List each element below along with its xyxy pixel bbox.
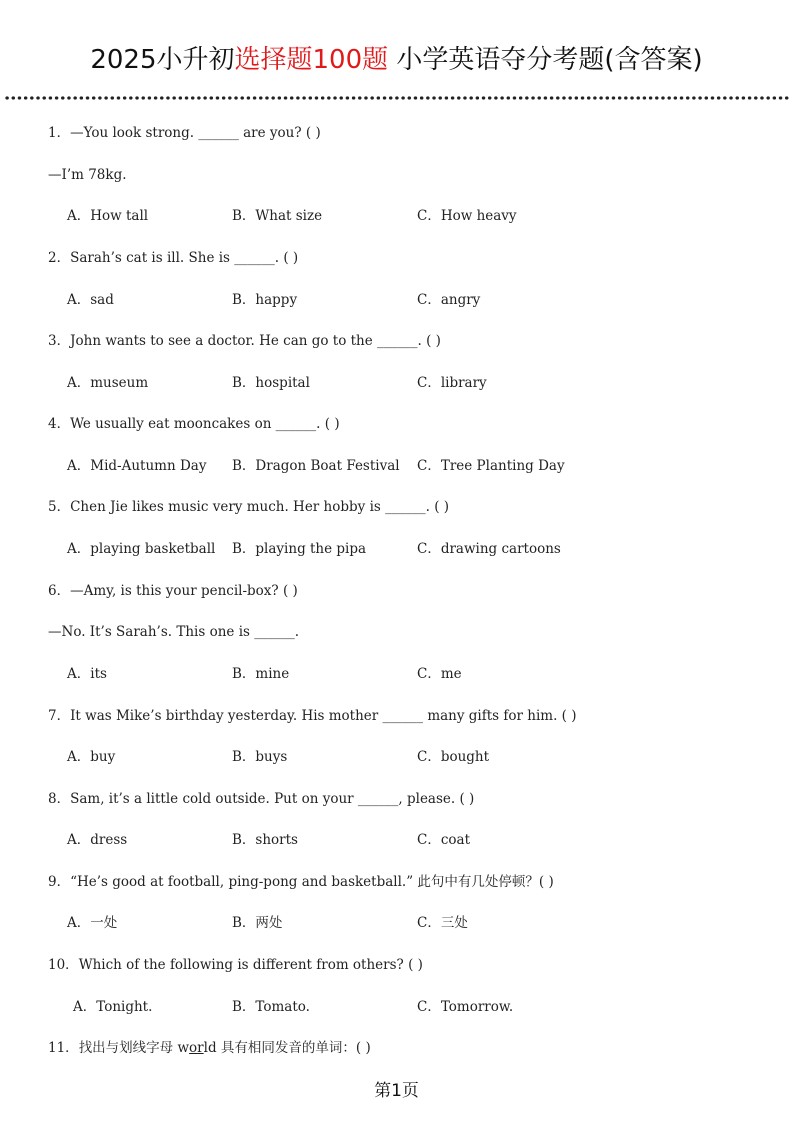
question-2 <box>48 249 298 267</box>
question-8 <box>48 790 474 808</box>
option-c: C．drawing cartoons <box>417 541 561 557</box>
option-b: B．hospital <box>232 375 310 391</box>
option-c: C．Tomorrow. <box>417 999 514 1015</box>
question-number: 9． <box>48 874 71 890</box>
question-stem: Which of the following is different from others? ( ) <box>78 957 423 973</box>
page-number: 第1页 <box>374 1081 419 1101</box>
option-a: A．dress <box>67 832 128 848</box>
question-10 <box>48 956 423 974</box>
question-6 <box>48 582 298 600</box>
option-b: B．playing the pipa <box>232 541 367 557</box>
option-c: C．三处 <box>417 915 468 931</box>
option-b: B．Dragon Boat Festival <box>232 458 400 474</box>
question-3 <box>48 332 441 350</box>
question-stem: It was Mike’s birthday yesterday. His mother ______ many gifts for him. ( ) <box>70 708 577 724</box>
question-stem: —You look strong. ______ are you? ( ) <box>70 125 321 141</box>
option-a: A．Tonight. <box>73 999 153 1015</box>
option-c: C．angry <box>417 292 481 308</box>
question-number: 3． <box>48 333 71 349</box>
question-number: 5． <box>48 499 71 515</box>
option-c: C．Tree Planting Day <box>417 458 565 474</box>
option-a: A．sad <box>67 292 114 308</box>
question-number: 11． <box>48 1040 79 1056</box>
document-title <box>0 40 793 80</box>
question-stem: We usually eat mooncakes on ______. ( ) <box>70 416 340 432</box>
question-1 <box>48 124 321 142</box>
question-stem: Sam, it’s a little cold outside. Put on your ______, please. ( ) <box>70 791 475 807</box>
question-stem: Chen Jie likes music very much. Her hobby is ______. ( ) <box>70 499 450 515</box>
question-1-dialogue-reply: —I’m 78kg. <box>48 167 127 183</box>
option-a: A．How tall <box>67 208 149 224</box>
option-b: B．What size <box>232 208 323 224</box>
title-part-1: 2025小升初 <box>90 45 235 75</box>
option-a: A．buy <box>67 749 116 765</box>
option-b: B．两处 <box>232 915 283 931</box>
option-a: A．its <box>67 666 107 682</box>
option-b: B．Tomato. <box>232 999 310 1015</box>
question-number: 7． <box>48 708 71 724</box>
question-stem: John wants to see a doctor. He can go to the ______. ( ) <box>70 333 441 349</box>
question-number: 10． <box>48 957 79 973</box>
option-b: B．shorts <box>232 832 298 848</box>
question-number: 6． <box>48 583 71 599</box>
question-11 <box>48 1039 371 1057</box>
option-c: C．coat <box>417 832 470 848</box>
option-b: B．buys <box>232 749 288 765</box>
option-a: A．一处 <box>67 915 118 931</box>
option-b: B．mine <box>232 666 290 682</box>
question-number: 1． <box>48 125 71 141</box>
option-c: C．library <box>417 375 487 391</box>
option-a: A．Mid-Autumn Day <box>67 458 207 474</box>
underlined-letters: or <box>189 1040 204 1056</box>
question-4 <box>48 415 340 433</box>
question-7 <box>48 707 576 725</box>
option-a: A．museum <box>67 375 149 391</box>
question-number: 2． <box>48 250 71 266</box>
option-c: C．bought <box>417 749 490 765</box>
option-c: C．me <box>417 666 462 682</box>
question-stem: “He’s good at football, ping-pong and basketball.” 此句中有几处停顿？( ) <box>70 874 554 890</box>
question-5 <box>48 498 449 516</box>
title-part-3: 小学英语夺分考题(含答案) <box>388 45 703 75</box>
dotted-divider <box>4 96 789 100</box>
option-a: A．playing basketball <box>67 541 216 557</box>
question-6-dialogue-reply: —No. It’s Sarah’s. This one is ______. <box>48 624 300 640</box>
question-number: 8． <box>48 791 71 807</box>
question-stem-before: 找出与划线字母 w <box>78 1040 190 1056</box>
question-stem: Sarah’s cat is ill. She is ______. ( ) <box>70 250 299 266</box>
question-9 <box>48 873 554 891</box>
option-b: B．happy <box>232 292 298 308</box>
question-number: 4． <box>48 416 71 432</box>
option-c: C．How heavy <box>417 208 517 224</box>
title-highlight: 选择题100题 <box>234 45 389 75</box>
question-stem: —Amy, is this your pencil-box? ( ) <box>70 583 298 599</box>
question-stem-after: ld 具有相同发音的单词：( ) <box>203 1040 371 1056</box>
